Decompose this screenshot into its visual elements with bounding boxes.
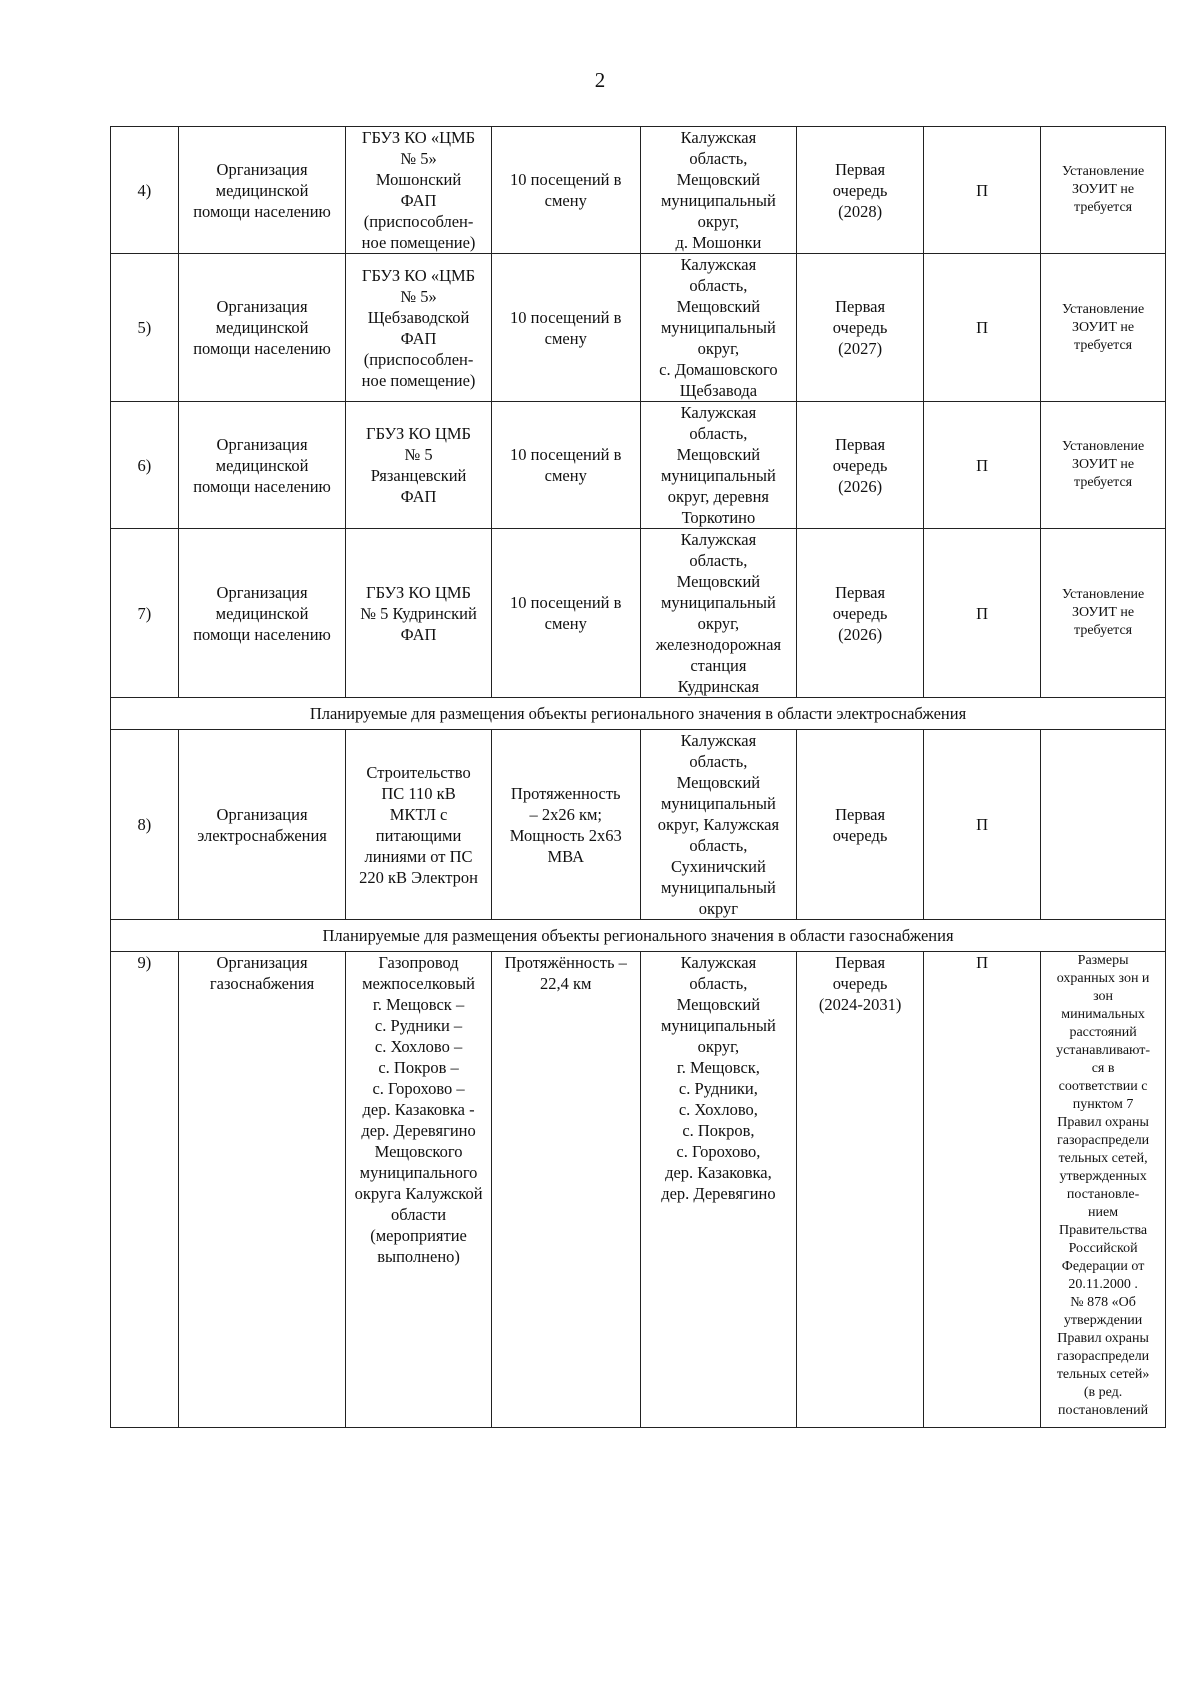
stage-cell: Первая очередь (2026) [797, 529, 924, 698]
note-cell [1041, 730, 1166, 920]
note-cell: Установление ЗОУИТ не требуется [1041, 402, 1166, 529]
purpose-cell: Организация газоснабжения [178, 952, 345, 1428]
status-cell: П [924, 730, 1041, 920]
status-cell: П [924, 254, 1041, 402]
section-header-power [111, 698, 1166, 730]
object-cell: Газопровод межпоселковый г. Мещовск – с. Рудники – с. Хохлово – с. Покров – с. Горохово – дер. Казаковка - дер. Деревягино Мещовского муниципального округа Калужской области (мероприятие выполнено) [346, 952, 492, 1428]
row-number: 9) [111, 952, 179, 1428]
capacity-cell: 10 посещений в смену [491, 402, 640, 529]
purpose-cell: Организация электроснабжения [178, 730, 345, 920]
location-cell: Калужская область, Мещовский муниципальный округ, д. Мошонки [640, 127, 796, 254]
capacity-cell: Протяжённость – 22,4 км [491, 952, 640, 1428]
table-row [111, 254, 1166, 402]
object-cell: ГБУЗ КО ЦМБ № 5 Кудринский ФАП [346, 529, 492, 698]
location-cell: Калужская область, Мещовский муниципальный округ, деревня Торкотино [640, 402, 796, 529]
note-cell: Установление ЗОУИТ не требуется [1041, 127, 1166, 254]
row-number: 4) [111, 127, 179, 254]
note-cell: Установление ЗОУИТ не требуется [1041, 254, 1166, 402]
table-row [111, 127, 1166, 254]
row-number: 5) [111, 254, 179, 402]
stage-cell: Первая очередь (2024-2031) [797, 952, 924, 1428]
stage-cell: Первая очередь (2027) [797, 254, 924, 402]
table-row [111, 730, 1166, 920]
note-cell: Размеры охранных зон и зон минимальных расстояний устанавливают- ся в соответствии с пунктом 7 Правил охраны газораспредели тельных сетей, утвержденных постановле- нием Правительства Российской Федерации от 20.11.2000 . № 878 «Об утверждении Правил охраны газораспредели тельных сетей» (в ред. постановлений [1041, 952, 1166, 1428]
section-header-gas [111, 920, 1166, 952]
status-cell: П [924, 127, 1041, 254]
object-cell: ГБУЗ КО «ЦМБ № 5» Щебзаводской ФАП (приспособлен- ное помещение) [346, 254, 492, 402]
object-cell: ГБУЗ КО «ЦМБ № 5» Мошонский ФАП (приспособлен- ное помещение) [346, 127, 492, 254]
location-cell: Калужская область, Мещовский муниципальный округ, Калужская область, Сухиничский муниципальный округ [640, 730, 796, 920]
capacity-cell: 10 посещений в смену [491, 254, 640, 402]
stage-cell: Первая очередь (2028) [797, 127, 924, 254]
row-number: 6) [111, 402, 179, 529]
object-cell: ГБУЗ КО ЦМБ № 5 Рязанцевский ФАП [346, 402, 492, 529]
status-cell: П [924, 952, 1041, 1428]
capacity-cell: Протяженность – 2х26 км; Мощность 2х63 МВА [491, 730, 640, 920]
objects-table [110, 126, 1166, 1428]
page-number: 2 [594, 68, 606, 92]
table-row [111, 402, 1166, 529]
purpose-cell: Организация медицинской помощи населению [178, 402, 345, 529]
status-cell: П [924, 529, 1041, 698]
row-number: 7) [111, 529, 179, 698]
purpose-cell: Организация медицинской помощи населению [178, 127, 345, 254]
section-title: Планируемые для размещения объекты регионального значения в области газоснабжения [111, 920, 1166, 952]
purpose-cell: Организация медицинской помощи населению [178, 529, 345, 698]
row-number: 8) [111, 730, 179, 920]
capacity-cell: 10 посещений в смену [491, 529, 640, 698]
location-cell: Калужская область, Мещовский муниципальный округ, с. Домашовского Щебзавода [640, 254, 796, 402]
table-row [111, 952, 1166, 1428]
stage-cell: Первая очередь [797, 730, 924, 920]
capacity-cell: 10 посещений в смену [491, 127, 640, 254]
status-cell: П [924, 402, 1041, 529]
table-row [111, 529, 1166, 698]
note-cell: Установление ЗОУИТ не требуется [1041, 529, 1166, 698]
purpose-cell: Организация медицинской помощи населению [178, 254, 345, 402]
location-cell: Калужская область, Мещовский муниципальный округ, железнодорожная станция Кудринская [640, 529, 796, 698]
location-cell: Калужская область, Мещовский муниципальный округ, г. Мещовск, с. Рудники, с. Хохлово, с. Покров, с. Горохово, дер. Казаковка, дер. Деревягино [640, 952, 796, 1428]
object-cell: Строительство ПС 110 кВ МКТЛ с питающими линиями от ПС 220 кВ Электрон [346, 730, 492, 920]
stage-cell: Первая очередь (2026) [797, 402, 924, 529]
section-title: Планируемые для размещения объекты регионального значения в области электроснабжения [111, 698, 1166, 730]
